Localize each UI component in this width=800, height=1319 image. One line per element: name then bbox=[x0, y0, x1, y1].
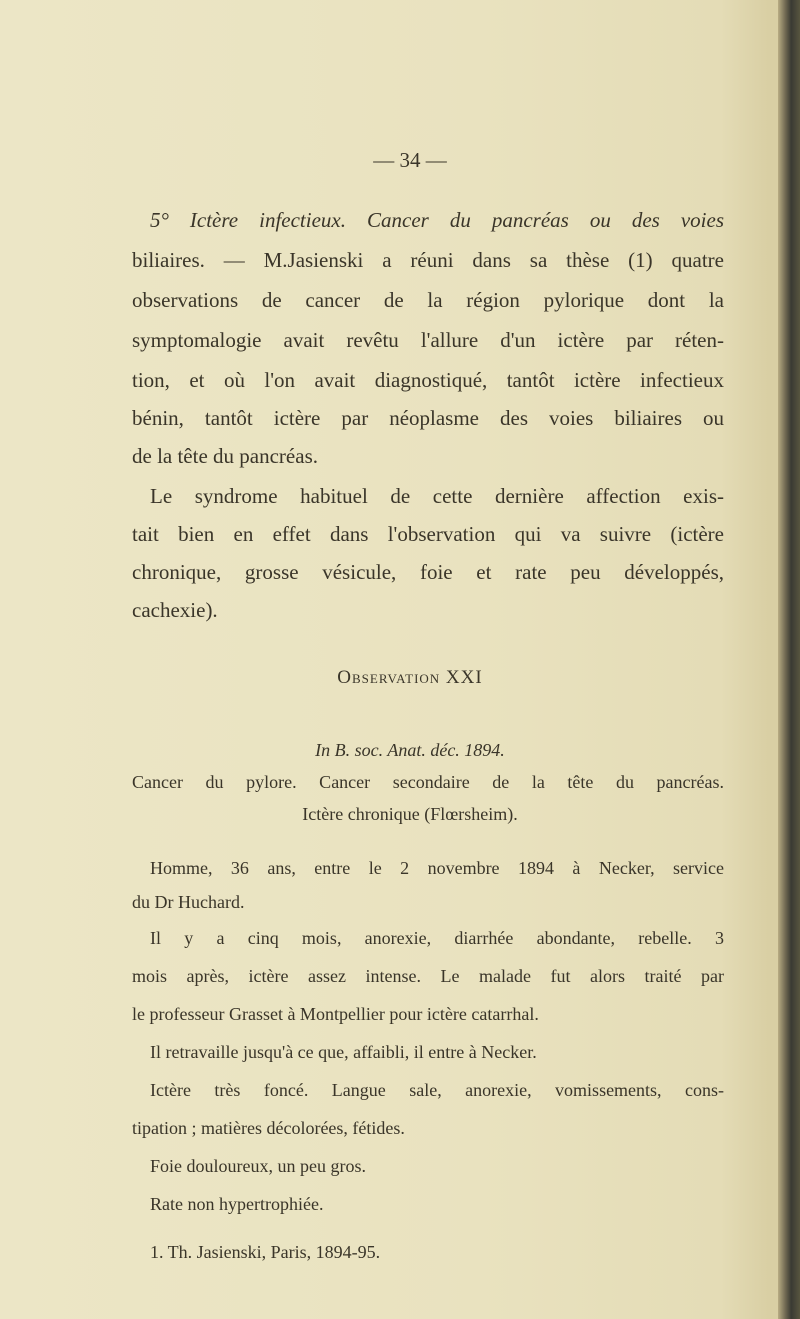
observation-line: tipation ; matières décolorées, fétides. bbox=[132, 1118, 405, 1138]
observation-subtitle: Ictère chronique (Flœrsheim). bbox=[302, 804, 518, 824]
paragraph-line: cachexie). bbox=[132, 598, 218, 622]
observation-line: Ictère très foncé. Langue sale, anorexie, vomissements, cons- bbox=[150, 1080, 724, 1100]
footnote: 1. Th. Jasienski, Paris, 1894-95. bbox=[150, 1242, 381, 1262]
observation-line: Homme, 36 ans, entre le 2 novembre 1894 à Necker, service bbox=[150, 858, 724, 878]
observation-line: Rate non hypertrophiée. bbox=[150, 1194, 324, 1214]
observation-line: mois après, ictère assez intense. Le malade fut alors traité par bbox=[132, 966, 724, 986]
paragraph-line: biliaires. — M.Jasienski a réuni dans sa thèse (1) quatre bbox=[132, 248, 724, 272]
section-heading: 5° Ictère infectieux. Cancer du pancréas ou des voies bbox=[150, 208, 724, 232]
observation-line: Il y a cinq mois, anorexie, diarrhée abondante, rebelle. 3 bbox=[150, 928, 724, 948]
observation-subtitle: Cancer du pylore. Cancer secondaire de la tête du pancréas. bbox=[132, 772, 724, 792]
observation-line: Foie douloureux, un peu gros. bbox=[150, 1156, 366, 1176]
paragraph-line: Le syndrome habituel de cette dernière affection exis- bbox=[150, 484, 724, 508]
observation-line: du Dr Huchard. bbox=[132, 892, 245, 912]
observation-line: le professeur Grasset à Montpellier pour ictère catarrhal. bbox=[132, 1004, 539, 1024]
paragraph-line: bénin, tantôt ictère par néoplasme des voies biliaires ou bbox=[132, 406, 724, 430]
paragraph-line: tion, et où l'on avait diagnostiqué, tantôt ictère infectieux bbox=[132, 368, 724, 392]
observation-source: In B. soc. Anat. déc. 1894. bbox=[315, 740, 505, 760]
book-binding-edge bbox=[778, 0, 800, 1319]
paragraph-line: chronique, grosse vésicule, foie et rate peu développés, bbox=[132, 560, 724, 584]
observation-line: Il retravaille jusqu'à ce que, affaibli, il entre à Necker. bbox=[150, 1042, 537, 1062]
paragraph-line: de la tête du pancréas. bbox=[132, 444, 318, 468]
paragraph-line: tait bien en effet dans l'observation qui va suivre (ictère bbox=[132, 522, 724, 546]
paragraph-line: observations de cancer de la région pylorique dont la bbox=[132, 288, 724, 312]
page-number: — 34 — bbox=[373, 148, 447, 172]
paragraph-line: symptomalogie avait revêtu l'allure d'un ictère par réten- bbox=[132, 328, 724, 352]
observation-title: Observation XXI bbox=[337, 667, 483, 688]
